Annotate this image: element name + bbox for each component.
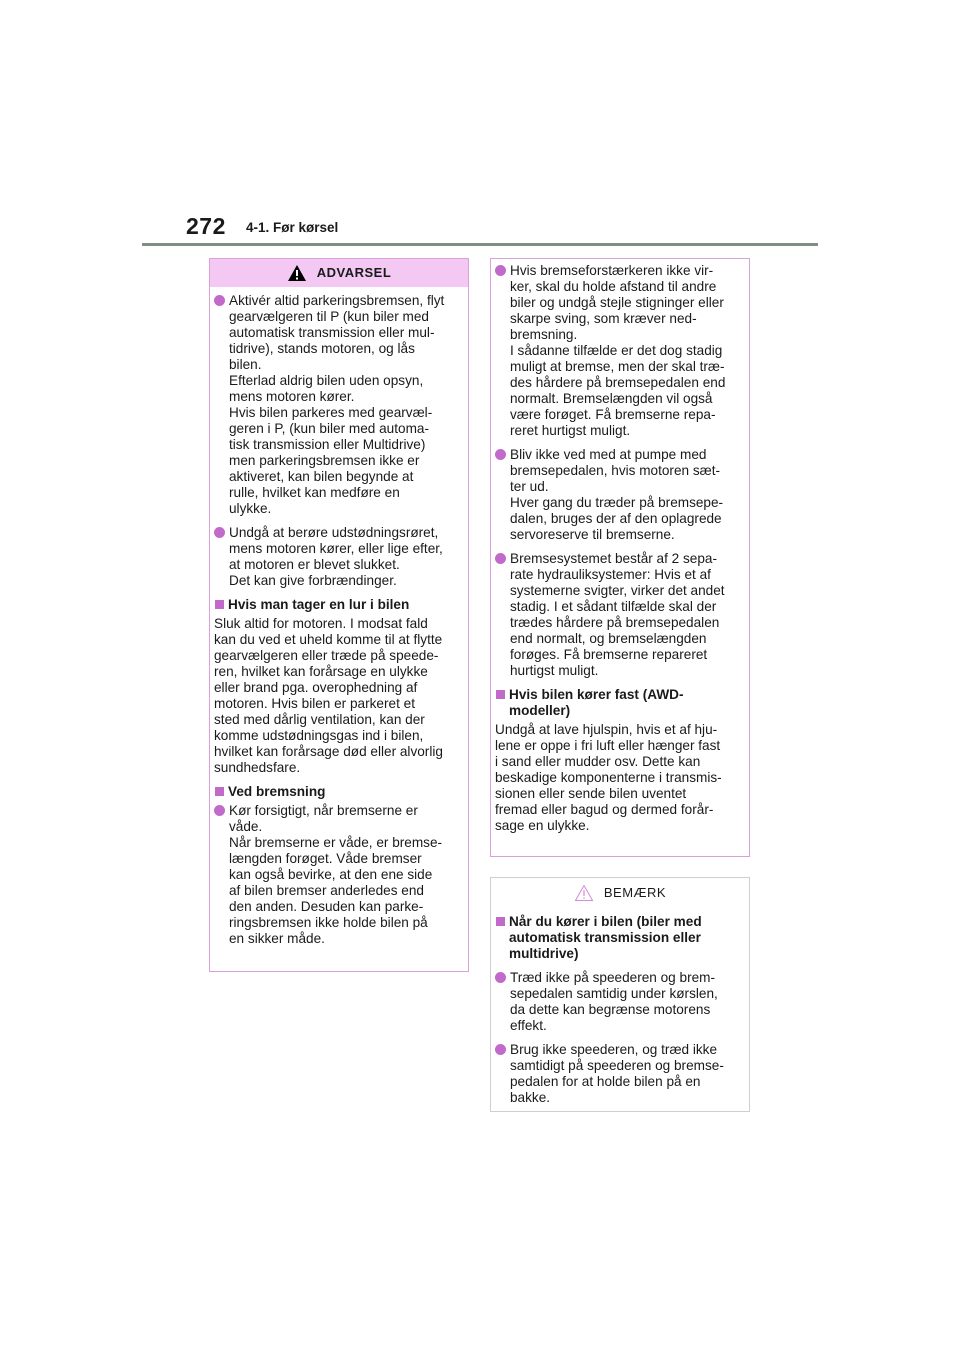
subheading xyxy=(495,914,743,962)
paragraph: Undgå at lave hjulspin, hvis et af hju- lene er oppe i fri luft eller hænger fast i sand eller mudder osv. Dette kan beskadige komponenterne i transmis- sionen eller sende bilen uventet fremad eller bagud og dermed forår- sage en ulykke. xyxy=(495,722,722,833)
bullet-dot-icon xyxy=(495,972,506,983)
list-item xyxy=(495,1042,743,1106)
warning-label: ADVARSEL xyxy=(316,265,392,280)
list-item-text: Træd ikke på speederen og brem- sepedalen samtidig under kørslen, da dette kan begrænse motorens effekt. xyxy=(510,970,718,1033)
warning-icon xyxy=(287,264,307,282)
list-item-text: Bremsesystemet består af 2 sepa- rate hydrauliksystemer: Hvis et af systemerne svigter, virker det andet stadig. I et sådant tilfælde skal der trædes hårdere på bremsepedalen end normalt, og bremselængden forøges. Få bremserne repareret hurtigst muligt. xyxy=(510,551,725,678)
list-item xyxy=(214,525,462,589)
square-bullet-icon xyxy=(215,787,224,796)
notice-header xyxy=(491,878,749,908)
square-bullet-icon xyxy=(496,917,505,926)
list-item-text: Hvis bremseforstærkeren ikke vir- ker, skal du holde afstand til andre biler og undgå stejle stigninger eller skarpe sving, som kræver ned- bremsning. I sådanne tilfælde er det dog stadig muligt at bremse, men der skal træ- des hårdere på bremsepedalen end normalt. Bremselængden vil også være forøget. Få bremserne repa- reret hurtigst muligt. xyxy=(510,263,726,438)
list-item xyxy=(214,803,462,947)
bullet-dot-icon xyxy=(214,527,225,538)
notice-label: BEMÆRK xyxy=(603,885,667,900)
subheading xyxy=(214,784,462,800)
subheading-text: Når du kører i bilen (biler med automatisk transmission eller multidrive) xyxy=(509,914,702,961)
section-title: 4-1. Før kørsel xyxy=(246,220,339,235)
subheading-text: Hvis man tager en lur i bilen xyxy=(228,597,410,612)
bullet-dot-icon xyxy=(214,805,225,816)
bullet-dot-icon xyxy=(214,295,225,306)
warning-header xyxy=(210,259,468,287)
subheading-text: Ved bremsning xyxy=(228,784,326,799)
bullet-dot-icon xyxy=(495,553,506,564)
warning-continued-box xyxy=(490,258,750,857)
warning-box xyxy=(209,258,469,972)
list-item-text: Aktivér altid parkeringsbremsen, flyt gearvælgeren til P (kun biler med automatisk transmission eller mul- tidrive), stands motoren, og lås bilen. Efterlad aldrig bilen uden opsyn, mens motoren kører. Hvis bilen parkeres med gearvæl- geren i P, (kun biler med automa- tisk transmission eller Multidrive) men parkeringsbremsen ikke er aktiveret, kan bilen begynde at rulle, hvilket kan medføre en ulykke. xyxy=(229,293,445,516)
subheading-text: Hvis bilen kører fast (AWD- modeller) xyxy=(509,687,684,718)
bullet-dot-icon xyxy=(495,449,506,460)
square-bullet-icon xyxy=(215,600,224,609)
bullet-dot-icon xyxy=(495,265,506,276)
caution-icon xyxy=(574,884,594,902)
list-item xyxy=(214,293,462,517)
bullet-dot-icon xyxy=(495,1044,506,1055)
subheading xyxy=(214,597,462,613)
paragraph: Sluk altid for motoren. I modsat fald kan du ved et uheld komme til at flytte gearvælgeren eller træde på speede- ren, hvilket kan forårsage en ulykke eller brand pga. overophedning af motoren. Hvis bilen er parkeret et sted med dårlig ventilation, kan der komme udstødningsgas ind i bilen, hvilket kan forårsage død eller alvorlig sundhedsfare. xyxy=(214,616,443,775)
list-item xyxy=(495,551,743,679)
list-item xyxy=(495,263,743,439)
square-bullet-icon xyxy=(496,690,505,699)
header-rule xyxy=(142,243,818,246)
notice-box xyxy=(490,877,750,1112)
list-item-text: Undgå at berøre udstødningsrøret, mens motoren kører, eller lige efter, at motoren er blevet slukket. Det kan give forbrændinger. xyxy=(229,525,443,588)
list-item xyxy=(495,970,743,1034)
page-number: 272 xyxy=(186,213,226,239)
list-item xyxy=(495,447,743,543)
list-item-text: Bliv ikke ved med at pumpe med bremsepedalen, hvis motoren sæt- ter ud. Hver gang du træder på bremsepe- dalen, bruges der af den oplagrede servoreserve til bremserne. xyxy=(510,447,724,542)
list-item-text: Brug ikke speederen, og træd ikke samtidigt på speederen og bremse- pedalen for at holde bilen på en bakke. xyxy=(510,1042,724,1105)
subheading xyxy=(495,687,743,719)
list-item-text: Kør forsigtigt, når bremserne er våde. Når bremserne er våde, er bremse- længden forøget. Våde bremser kan også bevirke, at den ene side af bilen bremser anderledes end den anden. Desuden kan parke- ringsbremsen ikke holde bilen på en sikker måde. xyxy=(229,803,443,946)
